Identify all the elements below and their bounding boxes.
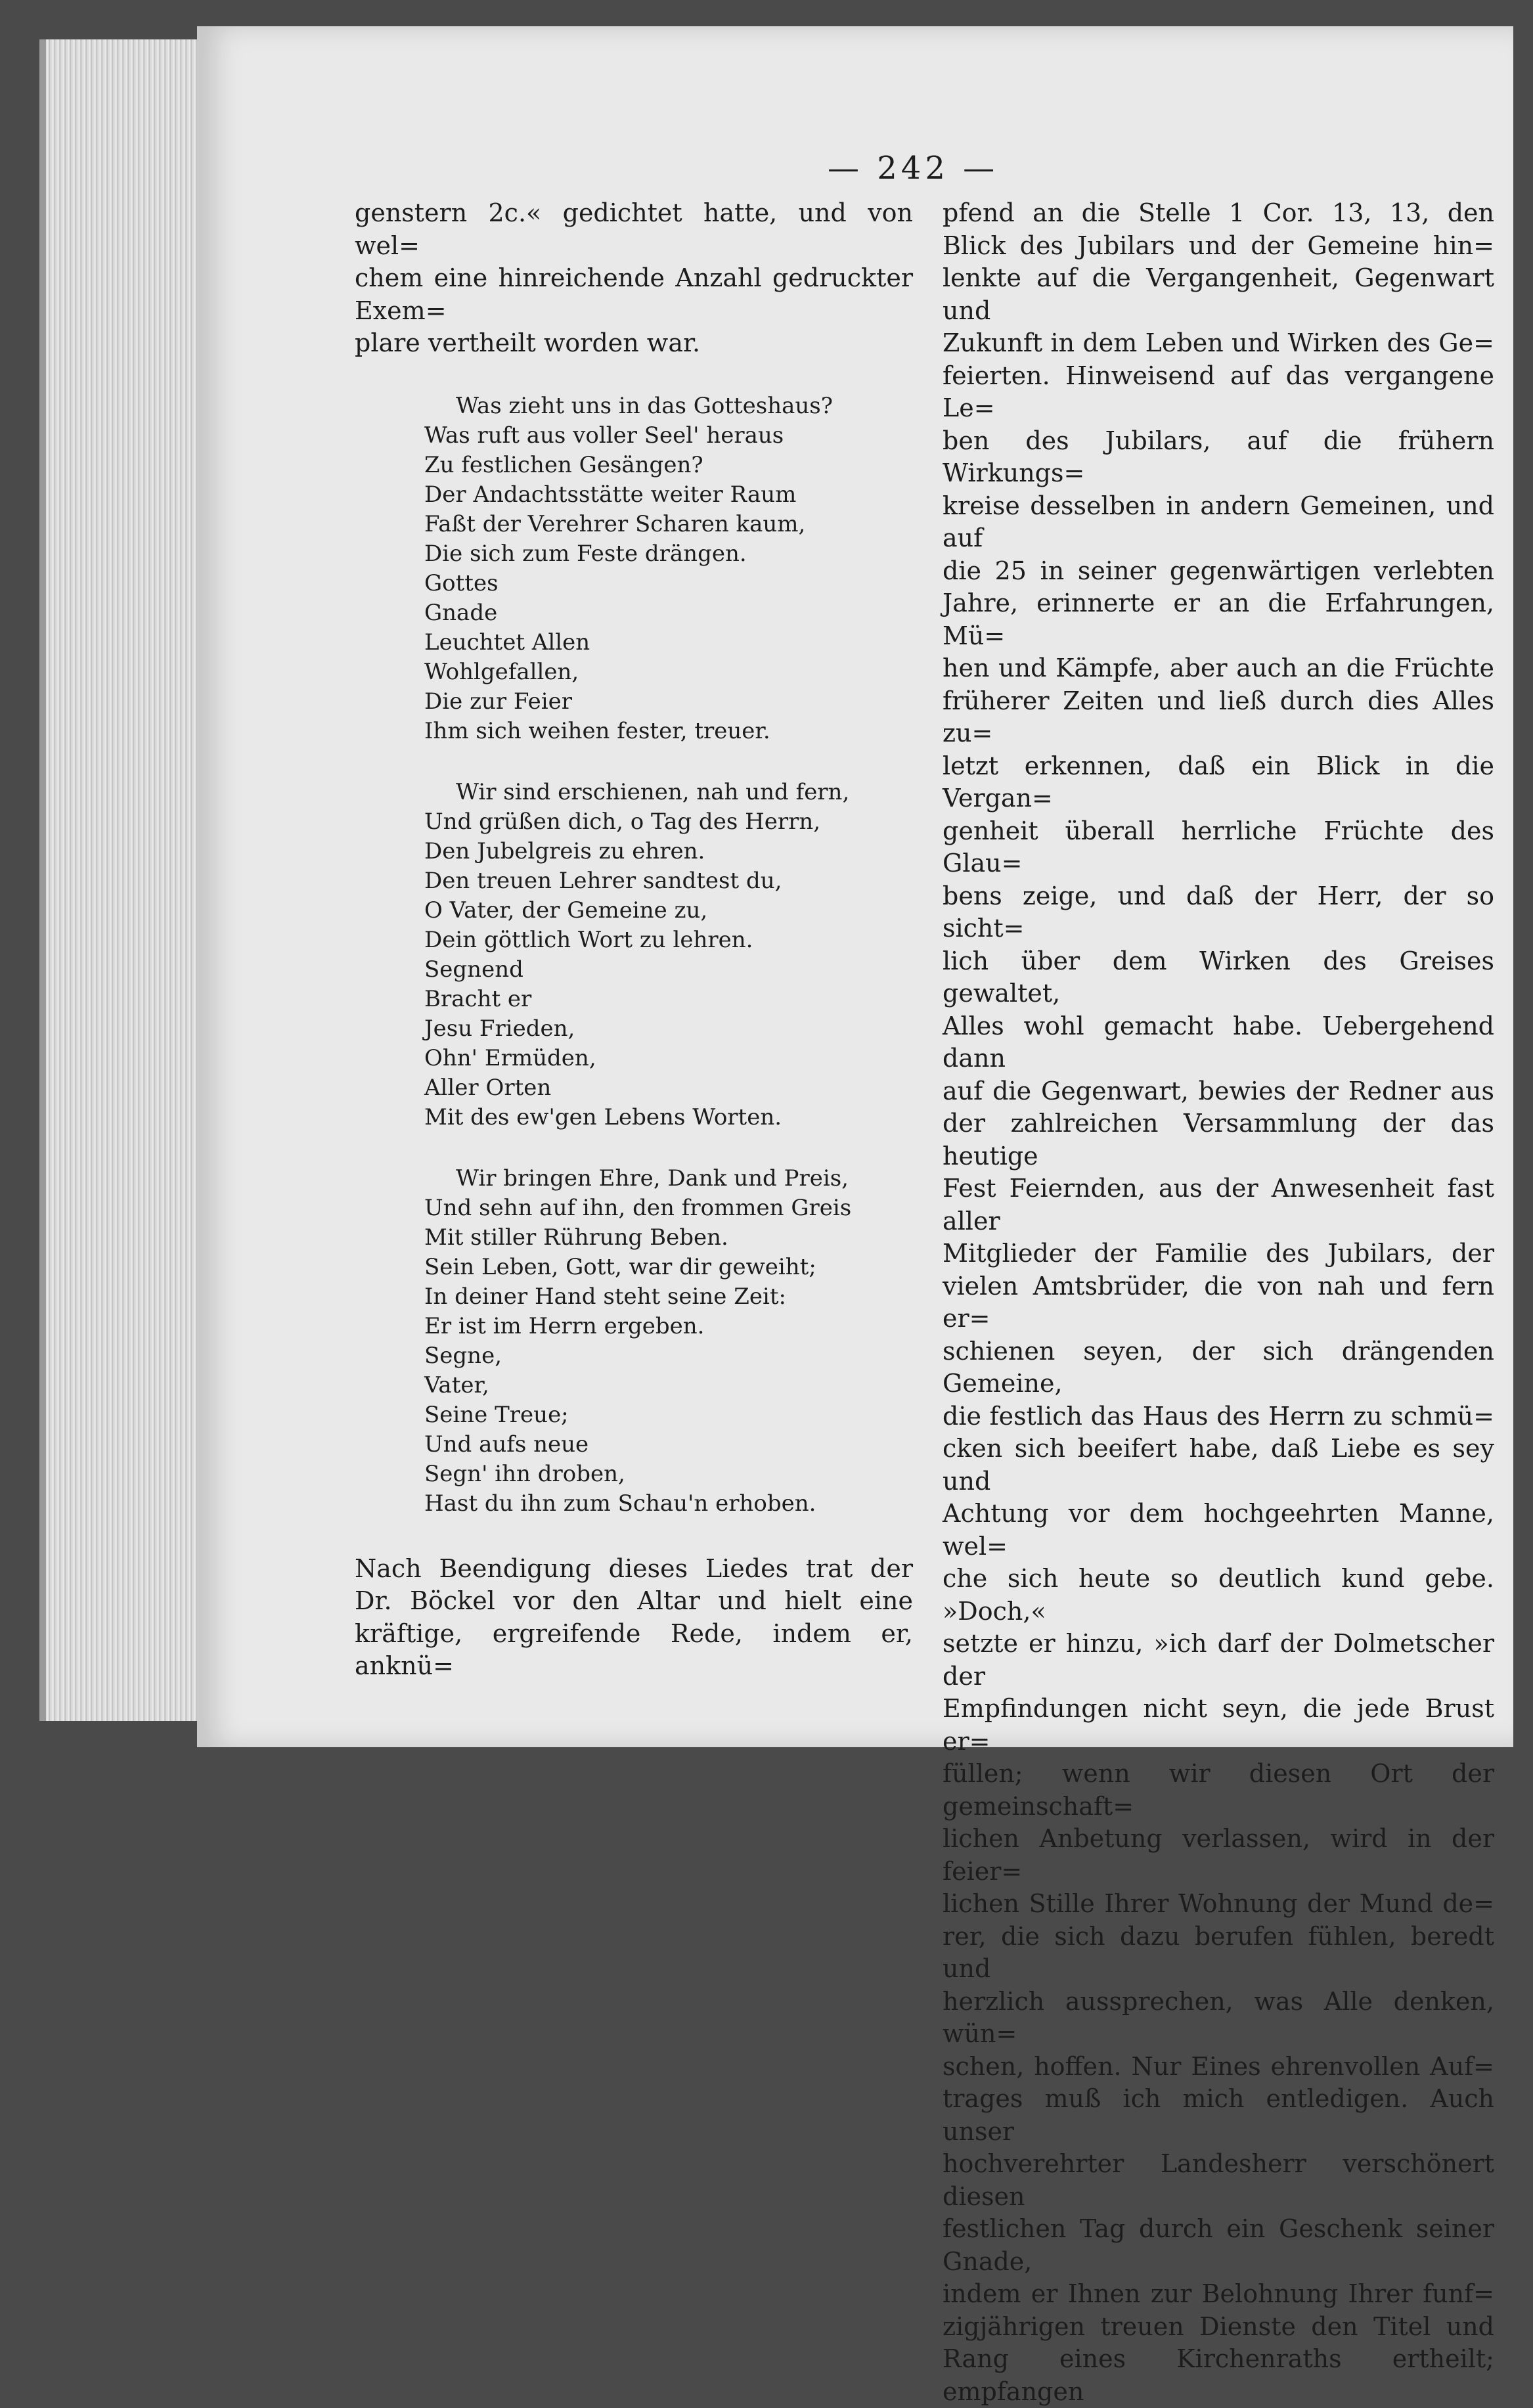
text-line: früherer Zeiten und ließ durch dies Alles zu=: [943, 686, 1494, 747]
verse-line: Mit des ew'gen Lebens Worten.: [424, 1104, 782, 1130]
verse-line: Jesu Frieden,: [424, 1015, 575, 1042]
text-line: kreise desselben in andern Gemeinen, und auf: [943, 491, 1494, 552]
verse-line: Der Andachtsstätte weiter Raum: [424, 481, 797, 508]
closing-paragraph: [355, 1553, 913, 1683]
text-line: auf die Gegenwart, bewies der Redner aus: [943, 1076, 1494, 1105]
verse-line: Er ist im Herrn ergeben.: [424, 1312, 705, 1339]
text-line: feierten. Hinweisend auf das vergangene Le=: [943, 361, 1494, 422]
verse-line: Segnend: [424, 956, 523, 983]
text-line: festlichen Tag durch ein Geschenk seiner Gnade,: [943, 2214, 1494, 2276]
verse-line: O Vater, der Gemeine zu,: [424, 897, 708, 924]
verse-line: Und aufs neue: [424, 1431, 589, 1458]
verse-line: Ohn' Ermüden,: [424, 1044, 596, 1071]
verse-line: Gnade: [424, 599, 498, 626]
text-line: füllen; wenn wir diesen Ort der gemeinschaft=: [943, 1759, 1494, 1821]
text-line: herzlich aussprechen, was Alle denken, wün=: [943, 1986, 1494, 2048]
text-line: lich über dem Wirken des Greises gewaltet,: [943, 946, 1494, 1008]
verse-line: Segne,: [424, 1342, 502, 1369]
text-line: plare vertheilt worden war.: [355, 328, 701, 357]
left-column: [355, 197, 913, 1683]
text-line: die festlich das Haus des Herrn zu schmü=: [943, 1401, 1494, 1431]
text-line: hen und Kämpfe, aber auch an die Früchte: [943, 654, 1494, 682]
text-line: der zahlreichen Versammlung der das heutige: [943, 1109, 1494, 1171]
text-line: che sich heute so deutlich kund gebe. »Doch,«: [943, 1564, 1494, 1626]
text-line: schen, hoffen. Nur Eines ehrenvollen Auf=: [943, 2051, 1494, 2081]
verse-line: Was ruft aus voller Seel' heraus: [424, 422, 784, 449]
verse-stanza-3: [355, 1164, 913, 1519]
verse-line: Leuchtet Allen: [424, 629, 590, 656]
verse-line: Seine Treue;: [424, 1401, 569, 1428]
text-line: schienen seyen, der sich drängenden Gemeine,: [943, 1336, 1494, 1398]
verse-line: Wir bringen Ehre, Dank und Preis,: [456, 1165, 849, 1192]
text-line: kräftige, ergreifende Rede, indem er, anknü=: [355, 1618, 913, 1680]
text-line: trages muß ich mich entledigen. Auch unser: [943, 2084, 1494, 2146]
text-line: Mitglieder der Familie des Jubilars, der: [943, 1239, 1494, 1268]
text-line: setzte er hinzu, »ich darf der Dolmetscher der: [943, 1629, 1494, 1691]
verse-line: Bracht er: [424, 985, 532, 1012]
text-line: Rang eines Kirchenraths ertheilt; empfangen: [943, 2344, 1494, 2406]
book-page-edges: [39, 39, 217, 1721]
intro-paragraph: [355, 197, 913, 360]
text-line: lichen Anbetung verlassen, wird in der feier=: [943, 1824, 1494, 1886]
text-line: pfend an die Stelle 1 Cor. 13, 13, den: [943, 198, 1494, 227]
verse-line: Ihm sich weihen fester, treuer.: [424, 717, 770, 744]
verse-stanza-1: [355, 391, 913, 746]
verse-line: Segn' ihn droben,: [424, 1460, 625, 1487]
verse-line: Wohlgefallen,: [424, 658, 579, 685]
verse-line: Gottes: [424, 569, 499, 596]
text-line: letzt erkennen, daß ein Blick in die Vergan=: [943, 751, 1494, 813]
text-line: vielen Amtsbrüder, die von nah und fern er=: [943, 1271, 1494, 1333]
text-line: chem eine hinreichende Anzahl gedruckter Exem=: [355, 263, 913, 325]
verse-line: Den Jubelgreis zu ehren.: [424, 837, 705, 864]
verse-line: Die sich zum Feste drängen.: [424, 540, 747, 567]
text-line: Jahre, erinnerte er an die Erfahrungen, Mü=: [943, 589, 1494, 650]
verse-line: Mit stiller Rührung Beben.: [424, 1224, 728, 1251]
text-line: bens zeige, und daß der Herr, der so sicht=: [943, 881, 1494, 943]
verse-line: Und sehn auf ihn, den frommen Greis: [424, 1194, 852, 1221]
text-line: Fest Feiernden, aus der Anwesenheit fast aller: [943, 1174, 1494, 1236]
text-line: Alles wohl gemacht habe. Uebergehend dann: [943, 1011, 1494, 1073]
verse-line: Zu festlichen Gesängen?: [424, 451, 703, 478]
text-line: ben des Jubilars, auf die frühern Wirkungs=: [943, 426, 1494, 487]
verse-line: Aller Orten: [424, 1074, 552, 1101]
text-line: Nach Beendigung dieses Liedes trat der: [355, 1553, 913, 1583]
text-line: die 25 in seiner gegenwärtigen verlebten: [943, 556, 1494, 585]
verse-line: Was zieht uns in das Gotteshaus?: [456, 392, 833, 419]
text-line: indem er Ihnen zur Belohnung Ihrer funf=: [943, 2279, 1494, 2308]
verse-line: Vater,: [424, 1371, 489, 1398]
text-line: Blick des Jubilars und der Gemeine hin=: [943, 231, 1494, 260]
verse-line: Den treuen Lehrer sandtest du,: [424, 867, 782, 894]
text-line: lichen Stille Ihrer Wohnung der Mund de=: [943, 1889, 1494, 1918]
text-line: hochverehrter Landesherr verschönert diesen: [943, 2149, 1494, 2211]
text-line: genheit überall herrliche Früchte des Glau=: [943, 816, 1494, 878]
verse-line: Und grüßen dich, o Tag des Herrn,: [424, 808, 821, 835]
text-line: genstern 2c.« gedichtet hatte, und von wel=: [355, 198, 913, 260]
page-number: — 242 —: [828, 150, 999, 187]
verse-line: Sein Leben, Gott, war dir geweiht;: [424, 1253, 816, 1280]
verse-line: Hast du ihn zum Schau'n erhoben.: [424, 1490, 816, 1517]
verse-line: Dein göttlich Wort zu lehren.: [424, 926, 753, 953]
right-column: [943, 197, 1494, 2408]
text-line: lenkte auf die Vergangenheit, Gegenwart und: [943, 263, 1494, 325]
text-line: rer, die sich dazu berufen fühlen, beredt und: [943, 1921, 1494, 1983]
text-line: Zukunft in dem Leben und Wirken des Ge=: [943, 328, 1494, 357]
text-line: Empfindungen nicht seyn, die jede Brust er=: [943, 1694, 1494, 1756]
text-line: cken sich beeifert habe, daß Liebe es sey und: [943, 1434, 1494, 1496]
text-line: Dr. Böckel vor den Altar und hielt eine: [355, 1586, 913, 1615]
verse-line: Wir sind erschienen, nah und fern,: [456, 778, 850, 805]
text-line: zigjährigen treuen Dienste den Titel und: [943, 2311, 1494, 2341]
verse-stanza-2: [355, 778, 913, 1132]
verse-line: Die zur Feier: [424, 688, 573, 715]
text-line: Achtung vor dem hochgeehrten Manne, wel=: [943, 1499, 1494, 1561]
verse-line: Faßt der Verehrer Scharen kaum,: [424, 510, 806, 537]
verse-line: In deiner Hand steht seine Zeit:: [424, 1283, 786, 1310]
